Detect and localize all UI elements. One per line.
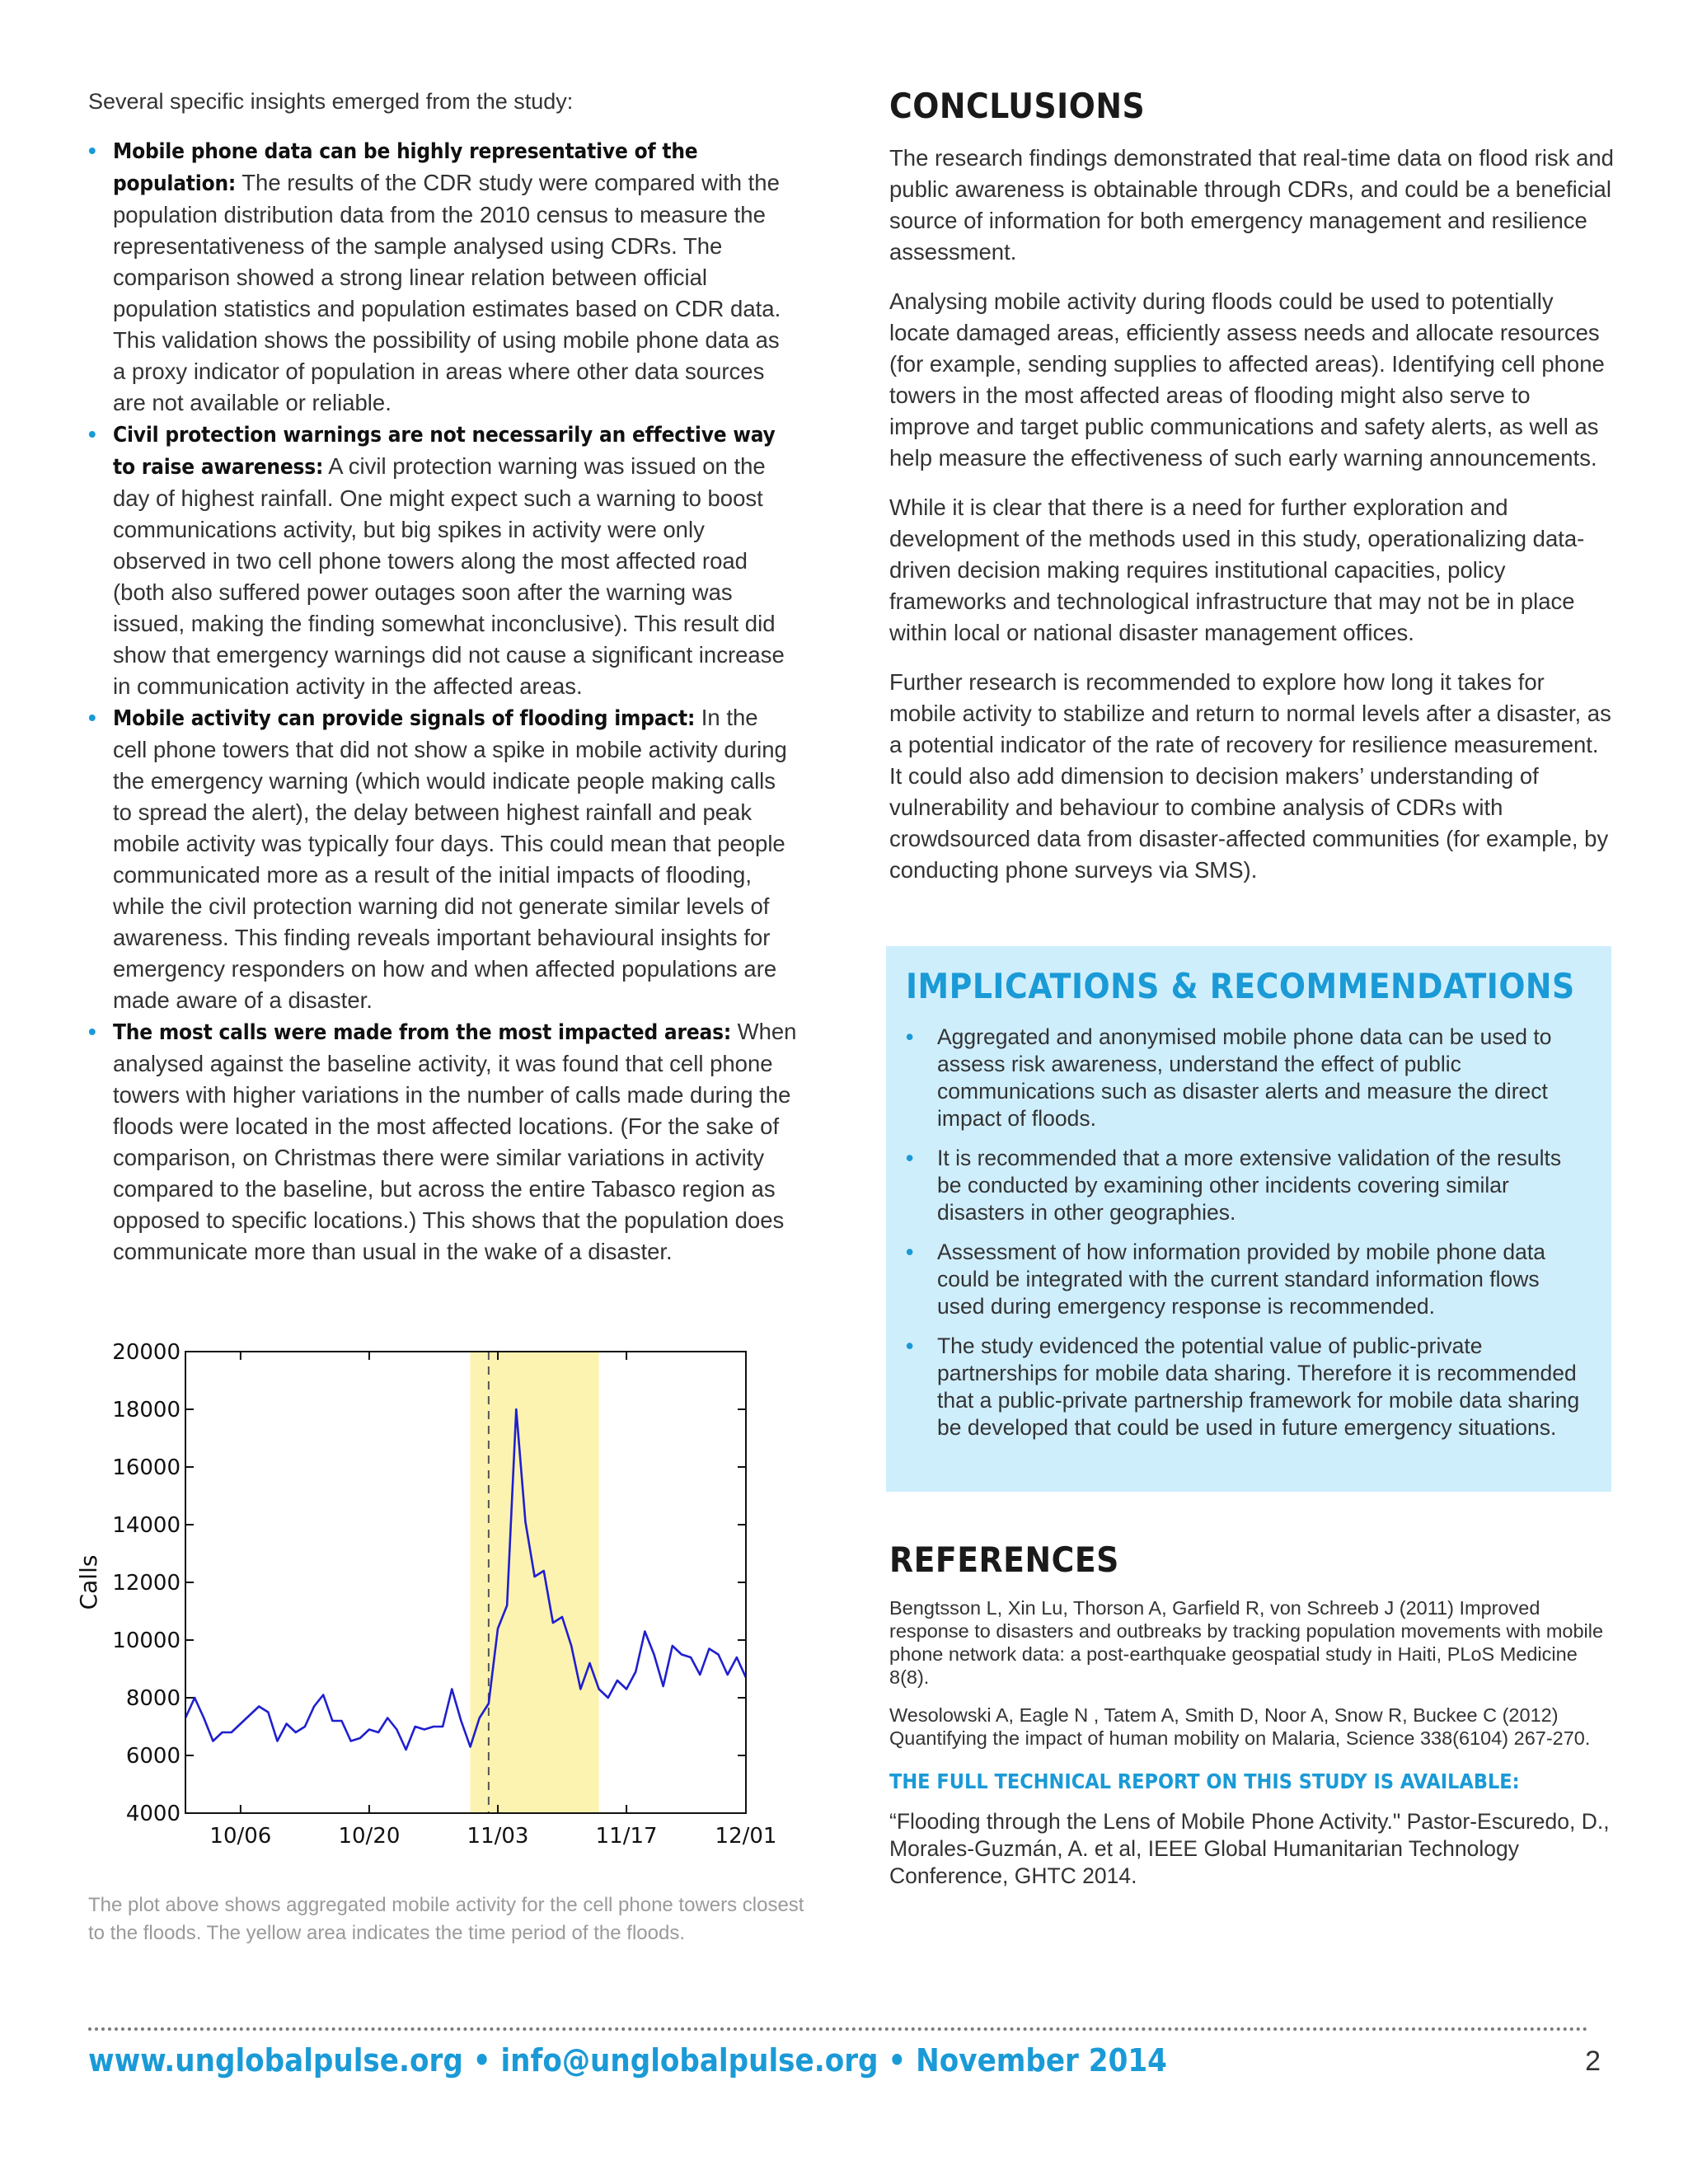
insight-text: In the cell phone towers that did not show a spike in mobile activity during the emergency warning (which would indicate people making calls to spread the alert), the delay between highest rainfall and peak mobile activity was typically four days. This could mean that people communicated more as a result of the initial impacts of flooding, while the civil protection warning did not generate similar levels of awareness. This finding reveals important behavioural insights for emergency responders on how and when affected populations are made aware of a disaster. [113,705,787,1013]
insight-item [88,1016,797,1268]
calls-chart-svg [75,1319,804,1854]
x-tick-label: 11/03 [467,1824,529,1849]
insights-list [88,135,797,1268]
bullet-icon: • [906,1240,914,1264]
implication-text: It is recommended that a more extensive validation of the results be conducted by examining other incidents covering similar disasters in other geographies. [937,1146,1562,1225]
conclusions-paragraph: Further research is recommended to explore how long it takes for mobile activity to stabilize and return to normal levels after a disaster, as a potential indicator of the rate of recovery for resilience measurement. It could also add dimension to decision makers’ understanding of vulnerability and behaviour to combine analysis of CDRs with crowdsourced data from disaster-affected communities (for example, by conducting phone surveys via SMS). [889,669,1611,883]
insight-item [88,135,797,419]
bullet-icon: • [88,421,96,447]
implications-box [886,946,1611,1492]
implication-item [906,1145,1590,1226]
implication-text: Aggregated and anonymised mobile phone data can be used to assess risk awareness, understand the effect of public communications such as disaster alerts and measure the direct impact of floods. [937,1024,1552,1131]
report-available-heading: THE FULL TECHNICAL REPORT ON THIS STUDY IS AVAILABLE: [889,1769,1520,1793]
x-tick-label: 10/20 [338,1824,401,1849]
y-tick-label: 16000 [112,1455,181,1480]
reference-item: Wesolowski A, Eagle N , Tatem A, Smith D, Noor A, Snow R, Buckee C (2012) Quantifying the impact of human mobility on Malaria, Science 338(6104) 267-270. [889,1704,1591,1749]
y-tick-label: 18000 [112,1398,181,1422]
implications-list [906,1024,1590,1454]
implication-item [906,1024,1590,1132]
insights-intro: Several specific insights emerged from the study: [88,89,574,114]
implication-item [906,1333,1590,1441]
calls-chart [75,1319,804,1854]
insight-text: When analysed against the baseline activity, it was found that cell phone towers with higher variations in the number of calls made during the floods were located in the most affected locations. (For the sake of comparison, on Christmas there were similar variations in activity compared to the baseline, but across the entire Tabasco region as opposed to specific locations.) This shows that the population does communicate more than usual in the wake of a disaster. [113,1019,797,1264]
bullet-icon: • [88,705,96,730]
insight-item [88,702,797,1016]
plot-frame [185,1352,746,1813]
bullet-icon: • [906,1024,914,1049]
flood-period-band [471,1352,599,1813]
right-column [889,86,1615,904]
implication-text: The study evidenced the potential value of public-private partnerships for mobile data sharing. Therefore it is recommended that a public-private partnership framework for mobile data sharing be developed that could be used in future emergency situations. [937,1333,1580,1440]
bullet-icon: • [88,1019,96,1044]
conclusions-paragraph: While it is clear that there is a need for further exploration and development of the methods used in this study, operationalizing data-driven decision making requires institutional capacities, policy frameworks and technological infrastructure that may not be in place within local or national disaster management offices. [889,494,1585,645]
y-tick-label: 12000 [112,1571,181,1596]
page-number: 2 [1585,2046,1601,2077]
x-tick-label: 12/01 [715,1824,777,1849]
x-tick-label: 11/17 [595,1824,658,1849]
x-tick-label: 10/06 [209,1824,272,1849]
implication-text: Assessment of how information provided by mobile phone data could be integrated with the current standard information flows used during emergency response is recommended. [937,1240,1546,1319]
y-axis-label: Calls [75,1554,102,1610]
footer-divider [88,2027,1588,2031]
implication-item [906,1239,1590,1320]
left-column [88,86,797,1268]
y-tick-label: 14000 [112,1513,181,1538]
insight-item [88,419,797,702]
y-tick-label: 10000 [112,1629,181,1653]
insight-title: Mobile phone data can be highly representative of the population: [113,139,698,196]
conclusions-paragraph: Analysing mobile activity during floods could be used to potentially locate damaged areas, efficiently assess needs and allocate resources (for example, sending supplies to affected areas). Identifying cell phone towers in the most affected areas of flooding might also serve to improve and target public communications and safety alerts, as well as help measure the effectiveness of such early warning announcements. [889,288,1605,471]
bullet-icon: • [906,1333,914,1358]
report-citation: “Flooding through the Lens of Mobile Phone Activity." Pastor-Escuredo, D., Morales-Guzmán, A. et al, IEEE Global Humanitarian Technology Conference, GHTC 2014. [889,1809,1610,1888]
footer-contact: www.unglobalpulse.org • info@unglobalpulse.org • November 2014 [88,2042,1167,2079]
insight-title: Mobile activity can provide signals of flooding impact: [113,706,696,731]
chart-caption: The plot above shows aggregated mobile activity for the cell phone towers closest to the floods. The yellow area indicates the time period of the floods. [88,1894,804,1944]
conclusions-paragraph: The research findings demonstrated that real-time data on flood risk and public awareness is obtainable through CDRs, and could be a beneficial source of information for both emergency management and resilience assessment. [889,145,1614,265]
insight-title: The most calls were made from the most impacted areas: [113,1020,731,1045]
references-section [889,1540,1615,1890]
insight-text: A civil protection warning was issued on the day of highest rainfall. One might expect such a warning to boost communications activity, but big spikes in activity were only observed in two cell phone towers along the most affected road (both also suffered power outages soon after the warning was issued, making the finding somewhat inconclusive). This result did show that emergency warnings did not cause a significant increase in communication activity in the affected areas. [113,453,785,699]
y-tick-label: 8000 [125,1686,181,1711]
insight-text: The results of the CDR study were compared with the population distribution data from the 2010 census to measure the representativeness of the sample analysed using CDRs. The comparison showed a strong linear relation between official population statistics and population estimates based on CDR data. This validation shows the possibility of using mobile phone data as a proxy indicator of population in areas where other data sources are not available or reliable. [113,170,781,415]
insight-title: Civil protection warnings are not necessarily an effective way to raise awareness: [113,423,776,480]
bullet-icon: • [88,138,96,163]
bullet-icon: • [906,1146,914,1170]
y-tick-label: 6000 [125,1744,181,1769]
conclusions-heading: CONCLUSIONS [889,86,1146,126]
implications-heading: IMPLICATIONS & RECOMMENDATIONS [906,966,1575,1006]
reference-item: Bengtsson L, Xin Lu, Thorson A, Garfield R, von Schreeb J (2011) Improved response to disasters and outbreaks by tracking population movements with mobile phone network data: a post-earthquake geospatial study in Haiti, PLoS Medicine 8(8). [889,1597,1604,1688]
references-heading: REFERENCES [889,1540,1119,1580]
y-tick-label: 4000 [125,1802,181,1826]
y-tick-label: 20000 [112,1340,181,1365]
calls-series-line [185,1409,746,1750]
